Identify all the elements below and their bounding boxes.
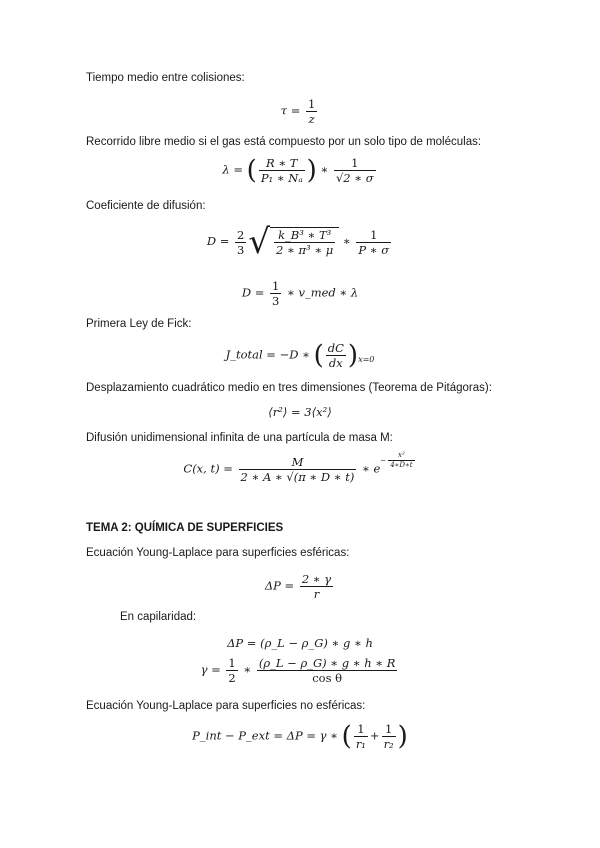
eq-fick: J_total = −D ∗ ( $\frac{dC}{dx}$ )$_{x=0}$ (225, 340, 375, 371)
eq-cap2-lhs: γ = (200, 662, 221, 677)
eq-cap2-c-den: 2 (228, 671, 236, 685)
label-diffusion-coefficient: Coeficiente de difusión: (86, 200, 206, 212)
eq-c-den: 2 ∗ A ∗ √(π ∗ D ∗ t) (240, 470, 355, 484)
eq-fick-lhs: J_total = −D ∗ (225, 347, 310, 362)
label-1d-diffusion: Difusión unidimensional infinita de una partícula de masa M: (86, 432, 393, 444)
eq-c-lhs: C(x, t) = (183, 461, 233, 476)
eq-fick-den: dx (328, 356, 343, 370)
eq-fick-sub: x=0 (358, 354, 375, 364)
label-capillarity: En capilaridad: (120, 611, 197, 623)
eq-tau-num: 1 (307, 97, 316, 111)
eq-d2-rhs: ∗ v_med ∗ λ (286, 285, 359, 300)
eq-yl-lhs: ΔP = (264, 578, 295, 593)
label-fick-first-law: Primera Ley de Fick: (86, 318, 192, 330)
eq-d1-r-num: 1 (356, 228, 391, 243)
eq-lambda-num: R ∗ T (259, 156, 305, 171)
eq-diffusion-1: D = $\frac{2}{3}$ √ $\frac{\text{k\_B³ ∗ T³}}{\text{2 ∗ π³ ∗ μ}}$ ∗ $\frac{1}{P ∗ \sigma}$ (206, 222, 390, 262)
eq-ns-frac2 (382, 722, 396, 751)
eq-c-num: M (239, 455, 357, 470)
eq-ns-n1: 1 (354, 722, 368, 737)
eq-fick-num: dC (327, 341, 344, 355)
eq-d2-den: 3 (271, 294, 280, 308)
label-young-laplace-spherical: Ecuación Young-Laplace para superficies esféricas: (86, 547, 350, 559)
eq-tau-frac (306, 97, 317, 126)
eq-cap2-frac (257, 656, 398, 685)
eq-tau-lhs: τ = (280, 103, 301, 118)
eq-ns-lhs: P_int − P_ext = ΔP = γ ∗ (192, 728, 338, 743)
eq-ns-n2: 1 (382, 722, 396, 737)
eq-lambda-num2: 1 (334, 156, 376, 171)
eq-lambda-den: P₁ ∗ Nₐ (260, 171, 303, 185)
eq-lambda-frac1 (259, 156, 305, 185)
eq-d1-lhs: D = (206, 234, 230, 248)
label-mean-free-time: Tiempo medio entre colisiones: (86, 72, 245, 84)
eq-d1-c-num: 2 (237, 227, 245, 242)
eq-d1-right (356, 228, 391, 257)
eq-c-frac (239, 455, 357, 484)
eq-ns-d2: r₂ (383, 737, 394, 751)
eq-d1-inner (274, 228, 335, 257)
eq-lambda: λ = ( $\frac{R ∗ T}{\text{P₁ ∗ Nₐ}}$ ) ∗ $\frac{1}{√2 ∗ \sigma}$ (222, 155, 374, 186)
eq-fick-frac (326, 341, 346, 370)
eq-d1-in-den: 2 ∗ π³ ∗ μ (276, 242, 334, 257)
eq-yl-frac (300, 572, 333, 601)
eq-yl-den: r (313, 587, 320, 601)
eq-d1-r-den: P ∗ σ (358, 242, 390, 257)
label-young-laplace-nonspherical: Ecuación Young-Laplace para superficies no esféricas: (86, 700, 366, 712)
eq-msd: ⟨r²⟩ = 3⟨x²⟩ (268, 405, 332, 419)
eq-cap2-num: (ρ_L − ρ_G) ∗ g ∗ h ∗ R (258, 656, 396, 670)
eq-cap2-c-num: 1 (228, 656, 236, 670)
eq-cap2-den: cos θ (312, 671, 343, 685)
eq-young-laplace (0, 572, 600, 601)
label-msd: Desplazamiento cuadrático medio en tres dimensiones (Teorema de Pitágoras): (86, 382, 492, 394)
eq-lambda-den2: √2 ∗ σ (335, 171, 374, 185)
eq-c-exponent: − $\frac{\text{x²}}{4∗D∗t}$ (380, 451, 413, 469)
eq-d2-frac (270, 279, 281, 308)
eq-c-exp-den: 4∗D∗t (390, 461, 413, 469)
eq-d2-num: 1 (271, 279, 280, 293)
eq-c-exp: ∗ e (362, 461, 381, 476)
eq-ns-d1: r₁ (355, 737, 366, 751)
eq-tau-den: z (308, 112, 315, 126)
eq-capillary-2: γ = $\frac{1}{2}$ ∗ $\frac{(\rho\_L - \rho\_G) ∗ g ∗ h ∗ R}{\text{cos θ}}$ (200, 656, 396, 685)
eq-d2-lhs: D = (241, 285, 265, 300)
eq-cap2-const (226, 656, 237, 685)
section-heading: TEMA 2: QUÍMICA DE SUPERFICIES (86, 522, 284, 534)
eq-concentration (0, 451, 600, 484)
eq-d1-const (235, 228, 246, 257)
eq-c-exp-num: x² (388, 451, 414, 461)
eq-ns-frac1 (354, 722, 368, 751)
eq-d1-in-num: k_B³ ∗ T³ (274, 228, 335, 243)
label-mean-free-path: Recorrido libre medio si el gas está compuesto por un solo tipo de moléculas: (86, 136, 482, 148)
eq-d1-c-den: 3 (237, 242, 245, 257)
eq-yl-num: 2 ∗ γ (301, 572, 332, 586)
eq-capillary-1: ΔP = (ρ_L − ρ_G) ∗ g ∗ h (227, 636, 373, 650)
eq-diffusion-2 (0, 279, 600, 308)
eq-lambda-lhs: λ = (222, 162, 243, 177)
eq-lambda-frac2 (334, 156, 376, 185)
eq-young-laplace-nonspherical: P_int − P_ext = ΔP = γ ∗ ( $\frac{1}{\text{r₁}}$ + $\frac{1}{\text{r₂}}$ ) (192, 721, 408, 752)
eq-tau (0, 97, 600, 126)
